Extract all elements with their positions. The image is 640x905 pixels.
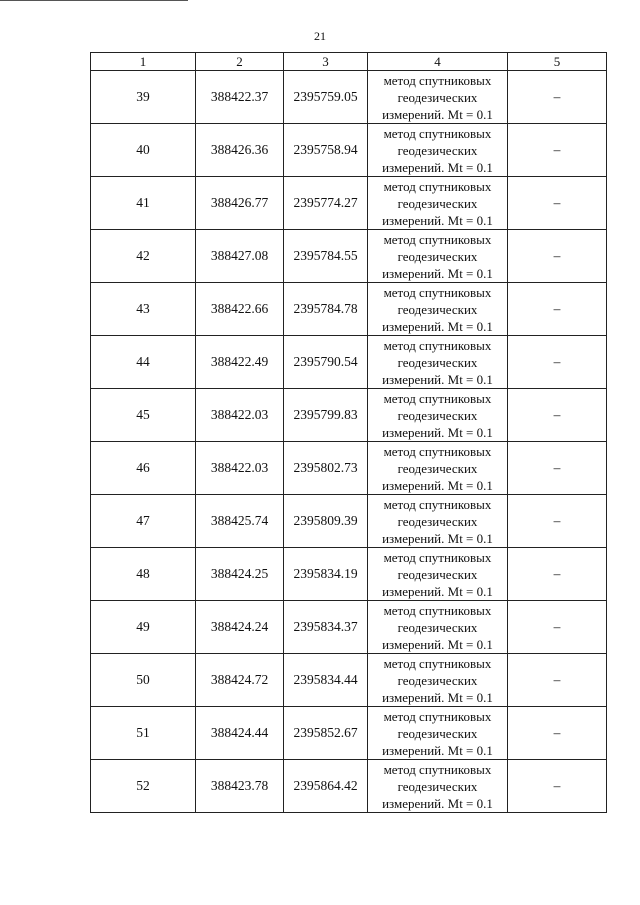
y-coordinate-cell: 2395784.55 — [284, 230, 368, 283]
method-text-line: метод спутниковых — [383, 761, 492, 777]
method-cell — [368, 707, 508, 760]
x-coordinate-cell: 388423.78 — [196, 760, 284, 813]
method-text-line: измерений. Mt = 0.1 — [382, 742, 493, 758]
method-cell — [368, 442, 508, 495]
method-text-line: измерений. Mt = 0.1 — [382, 477, 493, 493]
header-cell: 3 — [284, 53, 368, 71]
x-coordinate-cell: 388422.03 — [196, 389, 284, 442]
method-text-line: метод спутниковых — [383, 72, 492, 88]
method-text-line: измерений. Mt = 0.1 — [382, 689, 493, 705]
y-coordinate-cell: 2395802.73 — [284, 442, 368, 495]
method-cell — [368, 177, 508, 230]
table-row — [91, 124, 607, 177]
y-coordinate-cell: 2395834.44 — [284, 654, 368, 707]
method-text-line: геодезических — [397, 301, 478, 317]
method-text-line: геодезических — [397, 354, 478, 370]
method-cell — [368, 654, 508, 707]
table-row — [91, 230, 607, 283]
method-text-line: геодезических — [397, 89, 478, 105]
method-text-line: геодезических — [397, 513, 478, 529]
method-text-line: измерений. Mt = 0.1 — [382, 371, 493, 387]
x-coordinate-cell: 388422.49 — [196, 336, 284, 389]
top-rule — [0, 0, 188, 1]
method-cell — [368, 283, 508, 336]
point-number-cell: 52 — [91, 760, 196, 813]
x-coordinate-cell: 388424.25 — [196, 548, 284, 601]
method-text-line: геодезических — [397, 725, 478, 741]
method-text-line: метод спутниковых — [383, 602, 492, 618]
header-cell: 1 — [91, 53, 196, 71]
method-text-line: измерений. Mt = 0.1 — [382, 795, 493, 811]
note-cell: – — [508, 124, 607, 177]
method-cell — [368, 495, 508, 548]
x-coordinate-cell: 388426.36 — [196, 124, 284, 177]
table-row — [91, 495, 607, 548]
method-text-line: геодезических — [397, 672, 478, 688]
x-coordinate-cell: 388424.44 — [196, 707, 284, 760]
method-cell — [368, 389, 508, 442]
method-text-line: геодезических — [397, 778, 478, 794]
x-coordinate-cell: 388422.66 — [196, 283, 284, 336]
point-number-cell: 42 — [91, 230, 196, 283]
table-header-row — [91, 53, 607, 71]
header-cell: 5 — [508, 53, 607, 71]
method-text-line: метод спутниковых — [383, 443, 492, 459]
note-cell: – — [508, 283, 607, 336]
note-cell: – — [508, 230, 607, 283]
method-cell — [368, 760, 508, 813]
x-coordinate-cell: 388426.77 — [196, 177, 284, 230]
y-coordinate-cell: 2395799.83 — [284, 389, 368, 442]
page-number: 21 — [314, 29, 326, 43]
y-coordinate-cell: 2395864.42 — [284, 760, 368, 813]
method-cell — [368, 230, 508, 283]
method-text-line: измерений. Mt = 0.1 — [382, 159, 493, 175]
y-coordinate-cell: 2395834.37 — [284, 601, 368, 654]
point-number-cell: 40 — [91, 124, 196, 177]
method-text-line: метод спутниковых — [383, 655, 492, 671]
method-text-line: метод спутниковых — [383, 549, 492, 565]
method-text-line: геодезических — [397, 460, 478, 476]
header-cell: 2 — [196, 53, 284, 71]
method-text-line: измерений. Mt = 0.1 — [382, 530, 493, 546]
point-number-cell: 51 — [91, 707, 196, 760]
x-coordinate-cell: 388422.03 — [196, 442, 284, 495]
method-cell — [368, 71, 508, 124]
point-number-cell: 43 — [91, 283, 196, 336]
x-coordinate-cell: 388422.37 — [196, 71, 284, 124]
table-row — [91, 71, 607, 124]
table-row — [91, 548, 607, 601]
table-row — [91, 654, 607, 707]
y-coordinate-cell: 2395852.67 — [284, 707, 368, 760]
x-coordinate-cell: 388425.74 — [196, 495, 284, 548]
note-cell: – — [508, 495, 607, 548]
method-text-line: метод спутниковых — [383, 231, 492, 247]
header-cell: 4 — [368, 53, 508, 71]
note-cell: – — [508, 177, 607, 230]
note-cell: – — [508, 548, 607, 601]
method-text-line: геодезических — [397, 619, 478, 635]
y-coordinate-cell: 2395759.05 — [284, 71, 368, 124]
x-coordinate-cell: 388427.08 — [196, 230, 284, 283]
method-text-line: метод спутниковых — [383, 708, 492, 724]
point-number-cell: 46 — [91, 442, 196, 495]
table-row — [91, 177, 607, 230]
method-cell — [368, 336, 508, 389]
y-coordinate-cell: 2395834.19 — [284, 548, 368, 601]
method-text-line: метод спутниковых — [383, 178, 492, 194]
point-number-cell: 41 — [91, 177, 196, 230]
method-cell — [368, 601, 508, 654]
note-cell: – — [508, 707, 607, 760]
note-cell: – — [508, 760, 607, 813]
point-number-cell: 47 — [91, 495, 196, 548]
table-row — [91, 601, 607, 654]
method-text-line: измерений. Mt = 0.1 — [382, 265, 493, 281]
y-coordinate-cell: 2395784.78 — [284, 283, 368, 336]
x-coordinate-cell: 388424.72 — [196, 654, 284, 707]
coordinates-table — [90, 52, 607, 813]
table-row — [91, 707, 607, 760]
method-text-line: измерений. Mt = 0.1 — [382, 106, 493, 122]
point-number-cell: 48 — [91, 548, 196, 601]
method-text-line: геодезических — [397, 142, 478, 158]
method-text-line: метод спутниковых — [383, 337, 492, 353]
method-text-line: измерений. Mt = 0.1 — [382, 636, 493, 652]
method-text-line: измерений. Mt = 0.1 — [382, 583, 493, 599]
table-row — [91, 336, 607, 389]
note-cell: – — [508, 336, 607, 389]
point-number-cell: 45 — [91, 389, 196, 442]
method-text-line: метод спутниковых — [383, 496, 492, 512]
method-text-line: геодезических — [397, 566, 478, 582]
method-text-line: геодезических — [397, 407, 478, 423]
point-number-cell: 44 — [91, 336, 196, 389]
method-text-line: геодезических — [397, 195, 478, 211]
method-text-line: измерений. Mt = 0.1 — [382, 212, 493, 228]
note-cell: – — [508, 442, 607, 495]
method-text-line: измерений. Mt = 0.1 — [382, 424, 493, 440]
method-text-line: измерений. Mt = 0.1 — [382, 318, 493, 334]
table-row — [91, 283, 607, 336]
note-cell: – — [508, 71, 607, 124]
note-cell: – — [508, 601, 607, 654]
table-row — [91, 389, 607, 442]
method-cell — [368, 124, 508, 177]
method-text-line: геодезических — [397, 248, 478, 264]
table-body — [91, 71, 607, 813]
table-row — [91, 760, 607, 813]
point-number-cell: 50 — [91, 654, 196, 707]
note-cell: – — [508, 389, 607, 442]
note-cell: – — [508, 654, 607, 707]
method-text-line: метод спутниковых — [383, 390, 492, 406]
point-number-cell: 39 — [91, 71, 196, 124]
method-cell — [368, 548, 508, 601]
method-text-line: метод спутниковых — [383, 284, 492, 300]
x-coordinate-cell: 388424.24 — [196, 601, 284, 654]
y-coordinate-cell: 2395774.27 — [284, 177, 368, 230]
y-coordinate-cell: 2395790.54 — [284, 336, 368, 389]
point-number-cell: 49 — [91, 601, 196, 654]
y-coordinate-cell: 2395809.39 — [284, 495, 368, 548]
method-text-line: метод спутниковых — [383, 125, 492, 141]
y-coordinate-cell: 2395758.94 — [284, 124, 368, 177]
table-row — [91, 442, 607, 495]
